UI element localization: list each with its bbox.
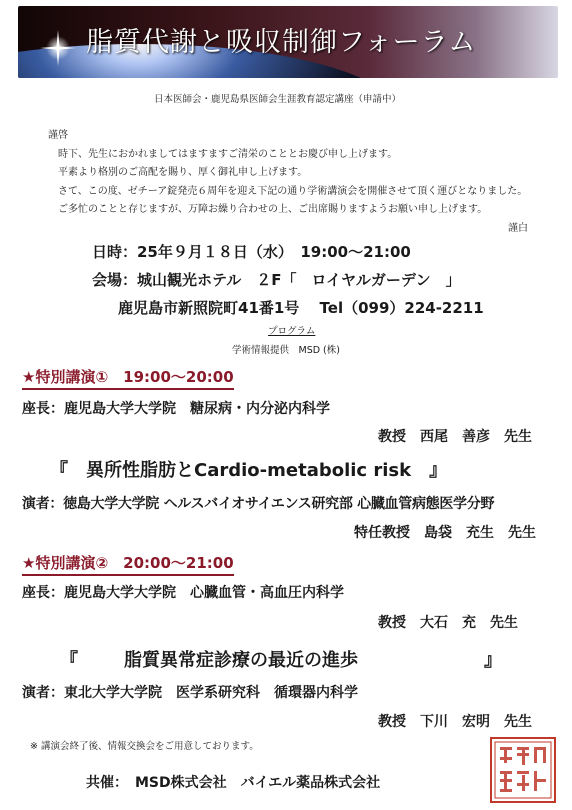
- page-title: 脂質代謝と吸収制御フォーラム: [86, 27, 477, 58]
- lecture1-chair: 座長：鹿児島大学大学院 糖尿病・内分泌内科学: [22, 401, 330, 417]
- accreditation-note: 日本医師会・鹿児島県医師会生涯教育認定講座（申請中）: [154, 94, 402, 105]
- letter-line: 平素より格別のご高配を賜り、厚く御礼申し上げます。: [58, 167, 308, 178]
- lecture1-title: 『 異所性脂肪とCardio-metabolic risk 』: [50, 460, 448, 481]
- event-datetime: 日時：25年９月１８日（水） 19:00～21:00: [92, 243, 411, 261]
- header-banner: [18, 6, 558, 78]
- program-heading: プログラム: [268, 326, 316, 337]
- letter-line: さて、この度、ゼチーア錠発売６周年を迎え下記の通り学術講演会を開催させて頂く運びとなりました。: [58, 186, 528, 197]
- lecture1-speaker: 演者：徳島大学大学院 ヘルスバイオサイエンス研究部 心臓血管病態医学分野: [22, 496, 495, 512]
- lecture2-title-open-bracket: 『: [60, 650, 78, 671]
- letter-line: 時下、先生におかれましてはますますご清栄のこととお慶び申し上げます。: [58, 149, 398, 160]
- event-address: 鹿児島市新照院町41番1号 Tel（099）224-2211: [118, 299, 484, 317]
- seal-stamp-icon: [488, 735, 558, 805]
- letter-line: ご多忙のことと存じますが、万障お繰り合わせの上、ご出席賜りますようお願い申し上げます。: [58, 204, 488, 215]
- star-flare-icon: [38, 28, 78, 68]
- lecture1-heading: ★特別講演① 19:00～20:00: [22, 366, 234, 390]
- lecture2-speaker-name: 教授 下川 宏明 先生: [378, 714, 532, 730]
- lecture2-title-close-bracket: 』: [484, 650, 502, 671]
- letter-opening: 謹啓: [48, 130, 68, 141]
- lecture1-speaker-name: 特任教授 島袋 充生 先生: [354, 525, 536, 541]
- lecture2-chair-name: 教授 大石 充 先生: [378, 615, 518, 631]
- letter-closing: 謹白: [508, 223, 528, 234]
- lecture2-heading: ★特別講演② 20:00～21:00: [22, 552, 234, 576]
- lecture1-chair-name: 教授 西尾 善彦 先生: [378, 429, 532, 445]
- lecture2-speaker: 演者：東北大学大学院 医学系研究科 循環器内科学: [22, 685, 358, 701]
- sponsor-line: 共催： MSD株式会社 バイエル薬品株式会社: [86, 775, 381, 791]
- program-provider: 学術情報提供 MSD (株): [232, 345, 340, 356]
- event-venue: 会場：城山観光ホテル ２F「 ロイヤルガーデン 」: [92, 271, 461, 289]
- lecture2-title: 脂質異常症診療の最近の進歩: [124, 650, 358, 671]
- lecture2-chair: 座長：鹿児島大学大学院 心臓血管・高血圧内科学: [22, 585, 344, 601]
- footnote: ※ 講演会終了後、情報交換会をご用意しております。: [30, 741, 259, 752]
